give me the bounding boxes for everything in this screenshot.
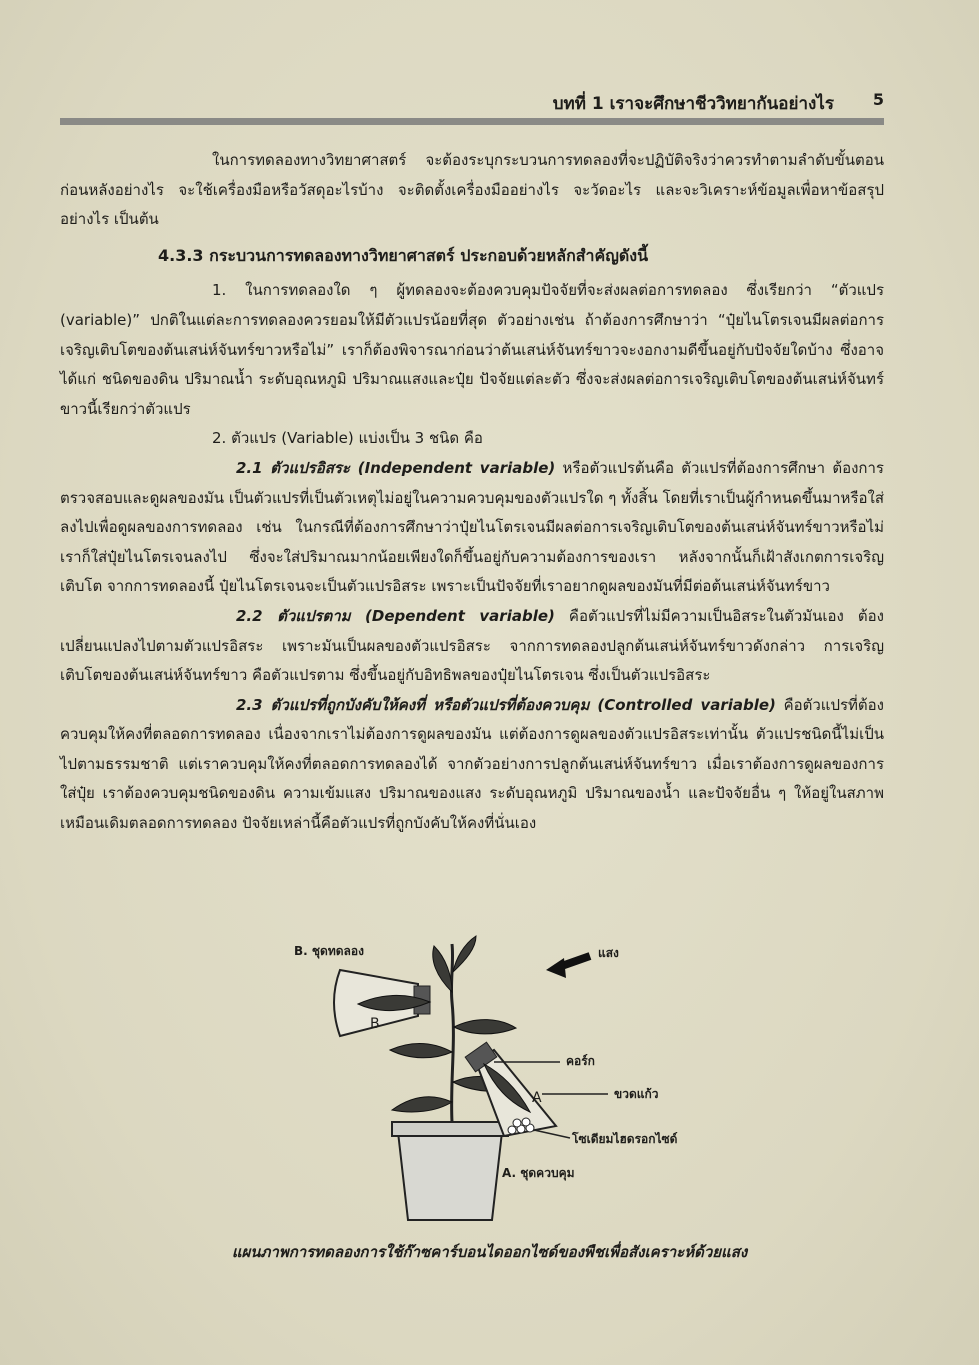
term-independent-variable: 2.1 ตัวแปรอิสระ (Independent variable) bbox=[236, 458, 556, 477]
experiment-figure bbox=[280, 932, 720, 1232]
leaf bbox=[433, 946, 452, 992]
label-flask: ขวดแก้ว bbox=[614, 1087, 659, 1101]
naoh-pointer bbox=[534, 1130, 570, 1138]
label-sodium-hydroxide: โซเดียมไฮดรอกไซด์ bbox=[572, 1132, 678, 1146]
intro-paragraph: ในการทดลองทางวิทยาศาสตร์ จะต้องระบุกระบวนการทดลองที่จะปฏิบัติจริงว่าควรทำตามลำดับขั้นตอนก่อนหลังอย่างไร จะใช้เครื่องมือหรือวัสดุอะไรบ้าง จะติดตั้งเครื่องมืออย่างไร จะวัดอะไร และจะวิเคราะห์ข้อมูลเพื่อหาข้อสรุปอย่างไร เป็นต้น bbox=[60, 151, 884, 229]
leaf bbox=[453, 936, 476, 972]
subpoint-2-2-text: คือตัวแปรที่ไม่มีความเป็นอิสระในตัวมันเอง ต้องเปลี่ยนแปลงไปตามตัวแปรอิสระ เพราะมันเป็นผลของตัวแปรอิสระ จากการทดลองปลูกต้นเสน่ห์จันทร์ขาวดังกล่าว การเจริญเติบโตของต้นเสน่ห์จันทร์ขาว คือตัวแปรตาม ซึ่งขึ้นอยู่กับอิทธิพลของปุ๋ยไนโตรเจน ซึ่งเป็นตัวแปรอิสระ bbox=[60, 606, 885, 685]
subpoint-2-3 bbox=[60, 691, 884, 839]
page-number: 5 bbox=[872, 90, 884, 109]
pot-rim bbox=[392, 1122, 508, 1136]
term-controlled-variable: 2.3 ตัวแปรที่ถูกบังคับให้คงที่ หรือตัวแปรที่ต้องควบคุม (Controlled variable) bbox=[236, 695, 776, 714]
term-dependent-variable: 2.2 ตัวแปรตาม (Dependent variable) bbox=[236, 606, 555, 625]
page-header bbox=[60, 86, 884, 118]
light-arrow-head bbox=[546, 958, 566, 978]
flower-pot bbox=[398, 1132, 502, 1220]
plant-experiment-diagram bbox=[280, 932, 720, 1232]
label-control-set: A. ชุดควบคุม bbox=[502, 1166, 575, 1180]
leaf bbox=[392, 1097, 452, 1112]
subpoint-2-2 bbox=[60, 602, 884, 691]
figure-caption: แผนภาพการทดลองการใช้ก๊าซคาร์บอนไดออกไซด์ของพืชเพื่อสังเคราะห์ด้วยแสง bbox=[231, 1243, 748, 1261]
section-heading: 4.3.3 กระบวนการทดลองทางวิทยาศาสตร์ ประกอบด้วยหลักสำคัญดังนี้ bbox=[158, 245, 649, 265]
flask-a-letter: A bbox=[532, 1090, 542, 1106]
body-text bbox=[60, 146, 884, 839]
flask-b-letter: B bbox=[370, 1016, 380, 1032]
leaf bbox=[390, 1044, 452, 1058]
subpoint-2-1 bbox=[60, 454, 884, 602]
label-cork: คอร์ก bbox=[566, 1054, 595, 1068]
chapter-title: บทที่ 1 เราจะศึกษาชีววิทยากันอย่างไร bbox=[552, 94, 834, 114]
label-experimental-set: B. ชุดทดลอง bbox=[294, 944, 364, 958]
point-2-paragraph: 2. ตัวแปร (Variable) แบ่งเป็น 3 ชนิด คือ bbox=[212, 429, 483, 448]
leaf bbox=[454, 1020, 516, 1034]
point-1-paragraph: 1. ในการทดลองใด ๆ ผู้ทดลองจะต้องควบคุมปัจจัยที่จะส่งผลต่อการทดลอง ซึ่งเรียกว่า “ตัวแปร (variable)” ปกติในแต่ละการทดลองควรยอมให้มีตัวแปรน้อยที่สุด ตัวอย่างเช่น ถ้าต้องการศึกษาว่า “ปุ๋ยไนโตรเจนมีผลต่อการเจริญเติบโตของต้นเสน่ห์จันทร์ขาวหรือไม่” เราก็ต้องพิจารณาก่อนว่าต้นเสน่ห์จันทร์ขาวจะงอกงามดีขึ้นอยู่กับปัจจัยใดบ้าง ซึ่งอาจได้แก่ ชนิดของดิน ปริมาณน้ำ ระดับอุณหภูมิ ปริมาณแสงและปุ๋ย ปัจจัยแต่ละตัว ซึ่งจะส่งผลต่อการเจริญเติบโตของต้นเสน่ห์จันทร์ขาวนี้เรียกว่าตัวแปร bbox=[60, 281, 884, 418]
label-light: แสง bbox=[598, 946, 619, 960]
subpoint-2-1-text: หรือตัวแปรต้นคือ ตัวแปรที่ต้องการศึกษา ต้องการตรวจสอบและดูผลของมัน เป็นตัวแปรที่เป็นตัวเหตุไม่อยู่ในความควบคุมของตัวแปรใด ๆ ทั้งสิ้น โดยที่เราเป็นผู้กำหนดขึ้นมาหรือใส่ลงไปเพื่อดูผลของการทดลอง เช่น ในกรณีที่ต้องการศึกษาว่าปุ๋ยไนโตรเจนมีผลต่อการเจริญเติบโตของต้นเสน่ห์จันทร์ขาวหรือไม่ เราก็ใส่ปุ๋ยไนโตรเจนลงไป ซึ่งจะใส่ปริมาณมากน้อยเพียงใดก็ขึ้นอยู่กับความต้องการของเรา หลังจากนั้นก็เฝ้าสังเกตการเจริญเติบโต จากการทดลองนี้ ปุ๋ยไนโตรเจนจะเป็นตัวแปรอิสระ เพราะเป็นปัจจัยที่เราอยากดูผลของมันที่มีต่อต้นเสน่ห์จันทร์ขาว bbox=[60, 458, 884, 596]
subpoint-2-3-text: คือตัวแปรที่ต้องควบคุมให้คงที่ตลอดการทดลอง เนื่องจากเราไม่ต้องการดูผลของมัน แต่ต้องการดูผลของตัวแปรอิสระเท่านั้น ตัวแปรชนิดนี้ไม่เป็นไปตามธรรมชาติ แต่เราควบคุมให้คงที่ตลอดการทดลองได้ จากตัวอย่างการปลูกต้นเสน่ห์จันทร์ขาว เมื่อเราต้องการดูผลของการใส่ปุ๋ย เราต้องควบคุมชนิดของดิน ความเข้มแสง ปริมาณของแสง ระดับอุณหภูมิ ปริมาณของน้ำ และปัจจัยอื่น ๆ ให้อยู่ในสภาพเหมือนเดิมตลอดการทดลอง ปัจจัยเหล่านี้คือตัวแปรที่ถูกบังคับให้คงที่นั่นเอง bbox=[60, 695, 884, 833]
header-rule bbox=[60, 118, 884, 125]
